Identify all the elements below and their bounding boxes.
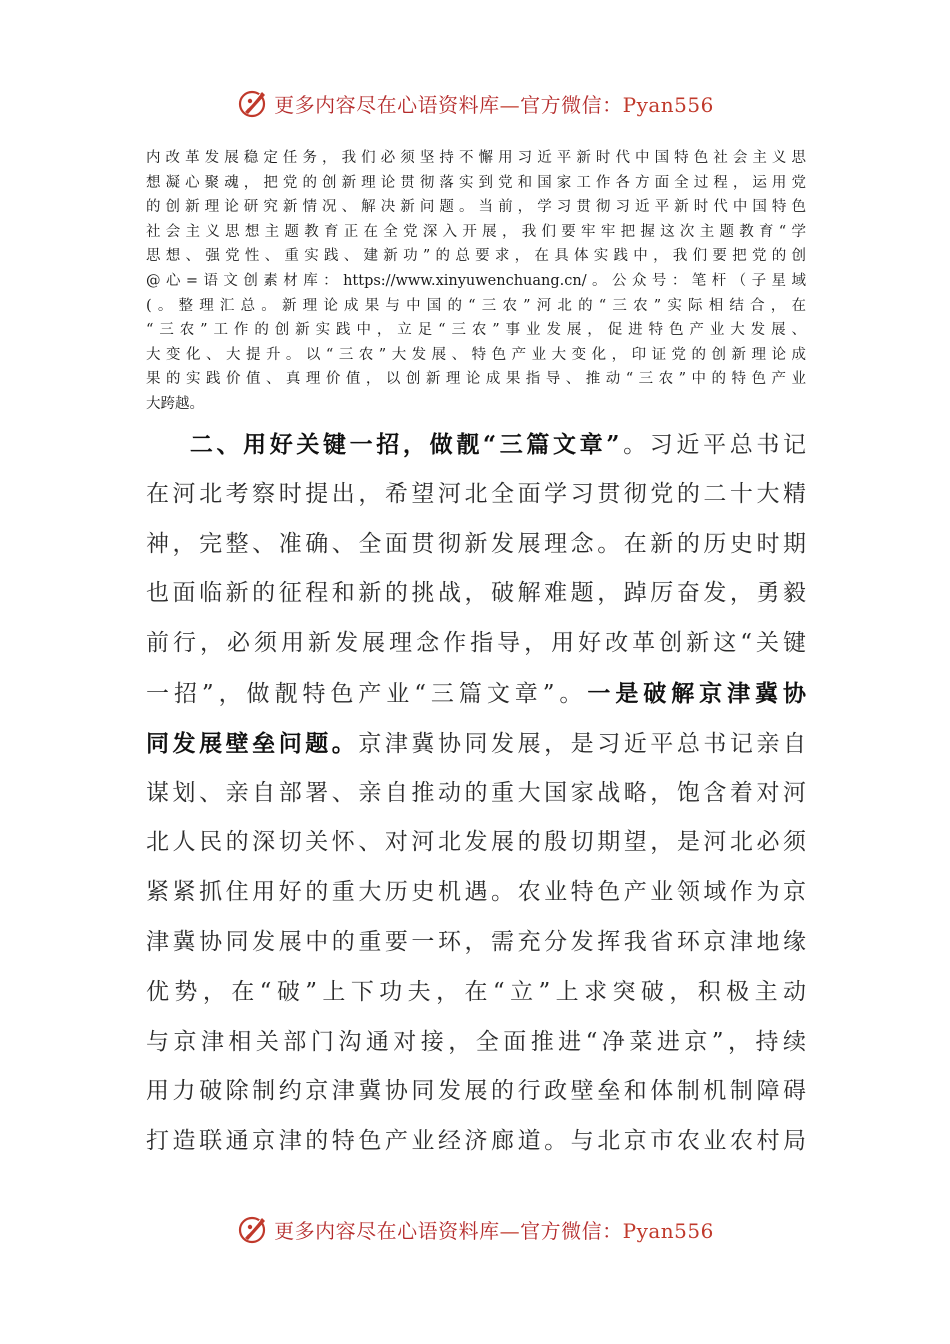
text-line: 在河北考察时提出，希望河北全面学习贯彻党的二十大精 bbox=[146, 480, 806, 507]
quill-logo-icon bbox=[236, 86, 270, 120]
text-line: 优势，在“破”上下功夫，在“立”上求突破，积极主动 bbox=[146, 978, 806, 1005]
text-line: 谋划、亲自部署、亲自推动的重大国家战略，饱含着对河 bbox=[146, 779, 806, 806]
text-line: “三农”工作的创新实践中，立足“三农”事业发展，促进特色产业大发展、 bbox=[146, 322, 806, 339]
text-line: 津冀协同发展中的重要一环，需充分发挥我省环京津地缘 bbox=[146, 928, 806, 955]
text-line: 也面临新的征程和新的挑战，破解难题，踔厉奋发，勇毅 bbox=[146, 580, 806, 607]
text-line: 大跨越。 bbox=[146, 395, 204, 412]
text-line: 用力破除制约京津冀协同发展的行政壁垒和体制机制障碍 bbox=[146, 1078, 806, 1105]
text-line: 想凝心聚魂，把党的创新理论贯彻落实到党和国家工作各方面全过程，运用党 bbox=[146, 174, 806, 191]
point-one-heading-cont: 同发展壁垒问题。 bbox=[146, 729, 359, 757]
text-line: 思想、强党性、重实践、建新功”的总要求，在具体实践中，我们要把党的创 bbox=[146, 248, 806, 265]
banner-text: 更多内容尽在心语资料库—官方微信：Pyan556 bbox=[274, 1218, 714, 1243]
point-one-heading: 一是破解京津冀协 bbox=[587, 679, 806, 707]
text-line: 果的实践价值、真理价值，以创新理论成果指导、推动“三农”中的特色产业 bbox=[146, 371, 806, 388]
text-line: 一招”，做靓特色产业“三篇文章”。一是破解京津冀协 bbox=[146, 679, 806, 707]
text-line: 的创新理论研究新情况、解决新问题。当前，学习贯彻习近平新时代中国特色 bbox=[146, 199, 806, 216]
text-line: 二、用好关键一招，做靓“三篇文章”。习近平总书记 bbox=[189, 431, 806, 458]
text-line: 内改革发展稳定任务，我们必须坚持不懈用习近平新时代中国特色社会主义思 bbox=[146, 150, 806, 166]
banner-text: 更多内容尽在心语资料库—官方微信：Pyan556 bbox=[274, 92, 714, 117]
header-banner bbox=[0, 80, 950, 126]
text-line: 社会主义思想主题教育正在全党深入开展，我们要牢牢把握这次主题教育“学 bbox=[146, 223, 806, 240]
text-line: 前行，必须用新发展理念作指导，用好改革创新这“关键 bbox=[146, 630, 806, 657]
text-line: 大变化、大提升。以“三农”大发展、特色产业大变化，印证党的创新理论成 bbox=[146, 346, 806, 363]
text-line: 与京津相关部门沟通对接，全面推进“净菜进京”，持续 bbox=[146, 1028, 806, 1055]
text-line: 神，完整、准确、全面贯彻新发展理念。在新的历史时期 bbox=[146, 530, 806, 557]
footer-banner bbox=[0, 1206, 950, 1252]
text-line: 同发展壁垒问题。京津冀协同发展，是习近平总书记亲自 bbox=[146, 729, 806, 757]
text-line: 紧紧抓住用好的重大历史机遇。农业特色产业领域作为京 bbox=[146, 879, 806, 906]
section-heading: 二、用好关键一招，做靓“三篇文章” bbox=[189, 431, 620, 458]
paragraph-continued bbox=[146, 146, 806, 417]
section-two-paragraph bbox=[146, 420, 806, 1167]
watermark-line: @心=语文创素材库：https://www.xinyuwenchuang.cn/。公众号：笔杆（子星域 bbox=[146, 272, 806, 289]
text-line: 北人民的深切关怀、对河北发展的殷切期望，是河北必须 bbox=[146, 829, 806, 856]
text-line: 打造联通京津的特色产业经济廊道。与北京市农业农村局 bbox=[146, 1128, 806, 1155]
quill-logo-icon bbox=[236, 1212, 270, 1246]
text-line: (。整理汇总。新理论成果与中国的“三农”河北的“三农”实际相结合，在 bbox=[146, 297, 806, 314]
